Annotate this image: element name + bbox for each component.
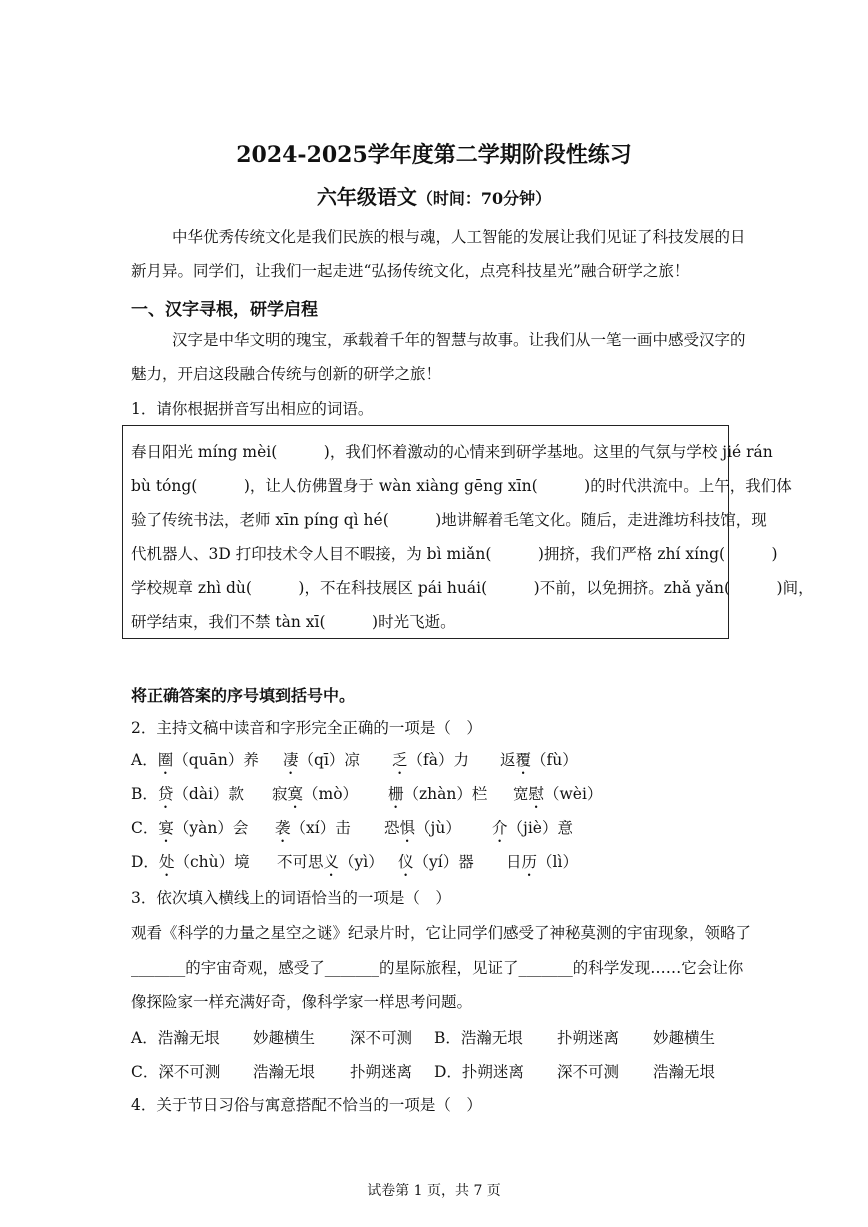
option-label: C．: [131, 819, 159, 837]
time-limit: （时间：70分钟）: [416, 189, 552, 208]
marked-char: 处: [158, 853, 175, 871]
section-1-heading: 一、汉字寻根，研学启程: [131, 300, 318, 320]
option-word: 恐: [384, 819, 400, 837]
section-1-para-1: 汉字是中华文明的瑰宝，承载着千年的智慧与故事。让我们从一笔一画中感受汉字的: [172, 331, 746, 349]
pinyin-passage-box: [122, 425, 814, 639]
question-1-stem: 1．请你根据拼音写出相应的词语。: [131, 400, 374, 418]
intro-line-2: 新月异。同学们，让我们一起走进“弘扬传统文化，点亮科技星光”融合研学之旅！: [131, 262, 690, 280]
option-pinyin: （mò）: [303, 785, 359, 803]
q3-option-a[interactable]: A．浩瀚无垠: [131, 1029, 220, 1047]
marked-char: 介: [492, 819, 508, 837]
option-word: （xí）击: [290, 819, 351, 837]
question-2-stem: 2．主持文稿中读音和字形完全正确的一项是（ ）: [131, 719, 482, 737]
marked-char: 仪: [398, 853, 414, 871]
page-footer: 试卷第 1 页，共 7 页: [367, 1183, 501, 1199]
marked-char: 袭: [275, 819, 291, 837]
marked-char: 寞: [287, 785, 304, 803]
q3-option-b[interactable]: B．浩瀚无垠: [434, 1029, 523, 1047]
option-word: （yí）器: [413, 853, 474, 871]
marked-char: 贷: [157, 785, 174, 803]
q2-option-d-word-4: [506, 850, 578, 880]
q3-passage-line: _______的宇宙奇观，感受了_______的星际旅程，见证了_______的科学发现……它会让你: [131, 959, 744, 977]
marked-char: 覆: [515, 751, 532, 769]
question-3-stem: 3．依次填入横线上的词语恰当的一项是（ ）: [131, 889, 451, 907]
q2-option-d[interactable]: [131, 850, 250, 880]
marked-char: 栅: [388, 785, 404, 803]
marked-char: 圈: [157, 751, 174, 769]
q3-option-c-word-3: 扑朔迷离: [350, 1063, 413, 1081]
marked-char: 惧: [399, 819, 416, 837]
option-word: （qī）凉: [298, 751, 360, 769]
q2-option-a-word-2: [283, 748, 360, 778]
q2-option-d-word-3: [398, 850, 474, 880]
exam-title: 2024-2025学年度第二学期阶段性练习: [236, 142, 632, 168]
instruction-heading: 将正确答案的序号填到括号中。: [131, 686, 356, 705]
passage-line: bù tóng( )，让人仿佛置身于 wàn xiàng gēng xīn( )的时代洪流中。上午，我们体: [131, 477, 792, 495]
q3-option-b-word-3: 妙趣横生: [653, 1029, 716, 1047]
q3-option-a-word-3: 深不可测: [350, 1029, 413, 1047]
q3-option-d-word-2: 深不可测: [557, 1063, 620, 1081]
option-label: A．: [131, 751, 158, 769]
exam-subtitle: [0, 181, 868, 210]
option-word: （yàn）会: [173, 819, 249, 837]
q2-option-c-word-3: [384, 816, 461, 846]
q3-passage-line: 像探险家一样充满好奇，像科学家一样思考问题。: [131, 993, 473, 1011]
option-pinyin: （yì）: [339, 853, 384, 871]
option-word: （jiè）意: [507, 819, 573, 837]
q2-option-c-word-2: [275, 816, 351, 846]
q2-option-a-word-3: [392, 748, 469, 778]
option-pinyin: （wèi）: [544, 785, 603, 803]
option-word: 日: [506, 853, 522, 871]
q2-option-b[interactable]: [131, 782, 244, 812]
section-1-para-2: 魅力，开启这段融合传统与创新的研学之旅！: [131, 365, 442, 383]
q2-option-b-word-3: [388, 782, 487, 812]
intro-line-1: 中华优秀传统文化是我们民族的根与魂，人工智能的发展让我们见证了科技发展的日: [172, 228, 746, 246]
q2-option-a[interactable]: [131, 748, 259, 778]
option-word: （dài）款: [173, 785, 245, 803]
q2-option-c-word-4: [492, 816, 573, 846]
option-word: 寂: [272, 785, 288, 803]
option-label: D．: [131, 853, 159, 871]
passage-line: 学校规章 zhì dù( )，不在科技展区 pái huái( )不前，以免拥挤。zhǎ yǎn( )间，: [131, 579, 814, 597]
passage-line: 春日阳光 míng mèi( )，我们怀着激动的心情来到研学基地。这里的气氛与学校 jié rán: [131, 443, 773, 461]
marked-char: 乏: [392, 751, 408, 769]
passage-line: 验了传统书法，老师 xīn píng qì hé( )地讲解着毛笔文化。随后，走进潍坊科技馆，现: [131, 511, 767, 529]
q2-option-d-word-2: [277, 850, 384, 880]
marked-char: 历: [521, 853, 538, 871]
option-word: 不可思: [277, 853, 324, 871]
subject-label: 六年级语文: [316, 185, 417, 209]
option-word: （zhàn）栏: [403, 785, 488, 803]
option-word: 宽: [513, 785, 529, 803]
marked-char: 凄: [283, 751, 299, 769]
q3-option-d-word-3: 浩瀚无垠: [653, 1063, 716, 1081]
option-pinyin: （lì）: [537, 853, 578, 871]
q3-option-c[interactable]: C．深不可测: [131, 1063, 221, 1081]
passage-line: 研学结束，我们不禁 tàn xī( )时光飞逝。: [131, 613, 456, 631]
q2-option-c[interactable]: [131, 816, 248, 846]
passage-line: 代机器人、3D 打印技术令人目不暇接，为 bì miǎn( )拥挤，我们严格 zhí xíng( ): [131, 545, 778, 563]
question-4-stem: 4．关于节日习俗与寓意搭配不恰当的一项是（ ）: [131, 1096, 482, 1114]
option-pinyin: （fù）: [531, 751, 578, 769]
marked-char: 义: [323, 853, 340, 871]
q2-option-b-word-2: [272, 782, 358, 812]
option-word: （chù）境: [174, 853, 250, 871]
q2-option-b-word-4: [513, 782, 602, 812]
option-word: （fà）力: [407, 751, 469, 769]
option-word: 返: [500, 751, 516, 769]
marked-char: 宴: [158, 819, 174, 837]
q3-passage-line: 观看《科学的力量之星空之谜》纪录片时，它让同学们感受了神秘莫测的宇宙现象，领略了: [131, 924, 752, 942]
q2-option-a-word-4: [500, 748, 578, 778]
option-word: （quān）养: [173, 751, 259, 769]
option-pinyin: （jù）: [415, 819, 461, 837]
option-label: B．: [131, 785, 158, 803]
marked-char: 慰: [528, 785, 545, 803]
q3-option-c-word-2: 浩瀚无垠: [253, 1063, 316, 1081]
q3-option-d[interactable]: D．扑朔迷离: [434, 1063, 524, 1081]
q3-option-b-word-2: 扑朔迷离: [557, 1029, 620, 1047]
q3-option-a-word-2: 妙趣横生: [253, 1029, 316, 1047]
